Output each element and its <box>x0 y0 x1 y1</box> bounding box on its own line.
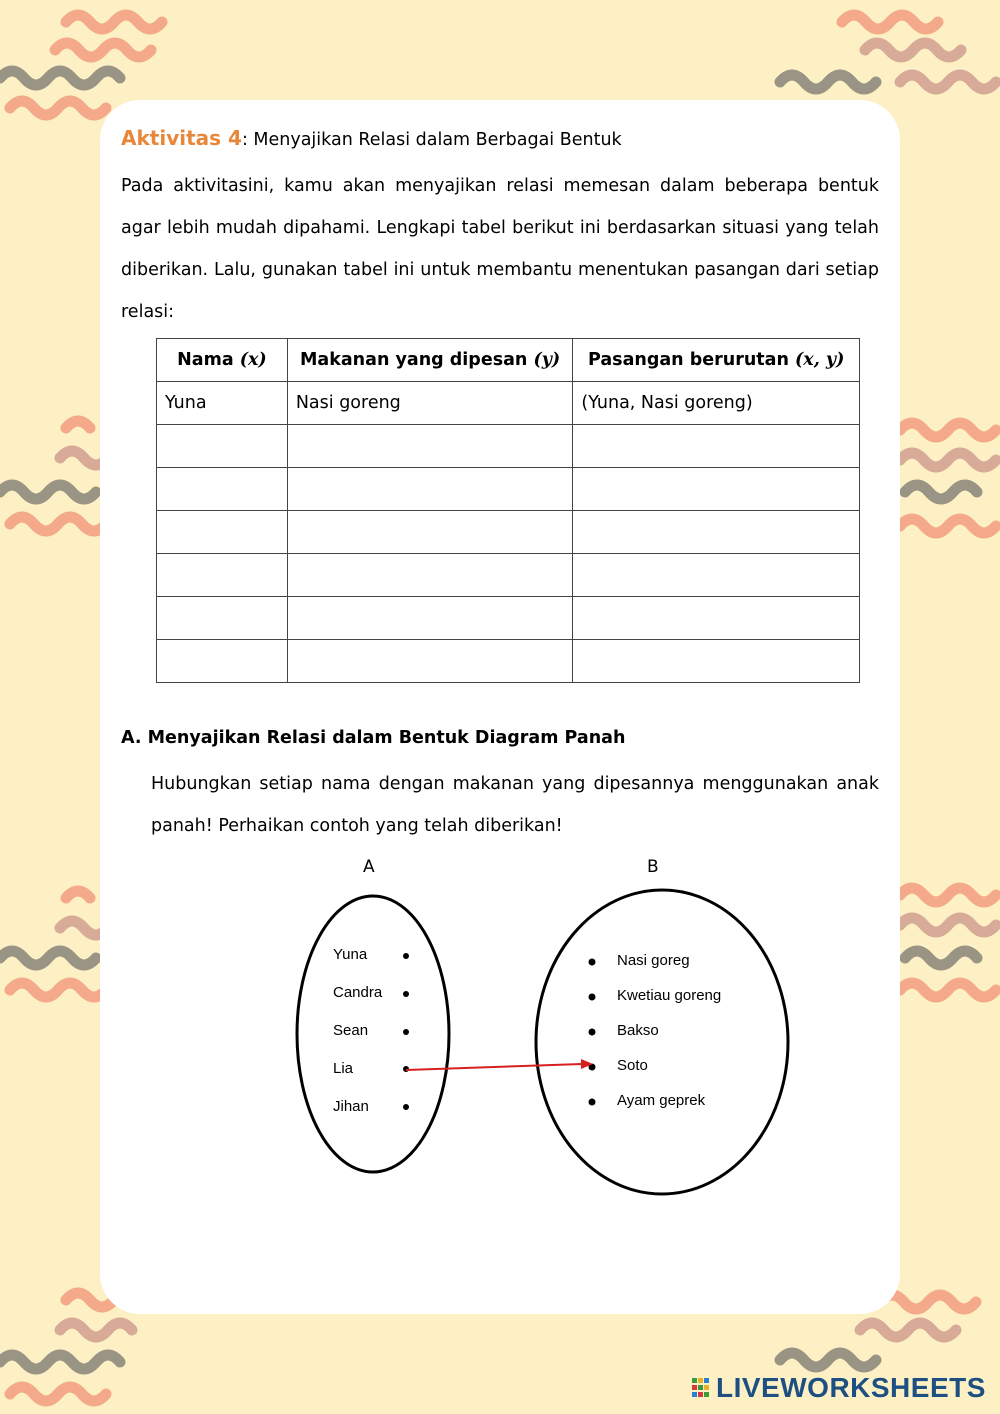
header-food: Makanan yang dipesan (y) <box>287 339 573 382</box>
set-a-item: Jihan <box>333 1098 369 1115</box>
set-a-item: Lia <box>333 1060 354 1077</box>
liveworksheets-logo-icon <box>692 1378 710 1398</box>
cell-pair: (Yuna, Nasi goreng) <box>573 382 860 425</box>
set-a-item: Sean <box>333 1022 369 1039</box>
set-a-ellipse <box>297 896 449 1172</box>
set-b-ellipse <box>536 890 788 1194</box>
set-b-label: B <box>647 857 659 877</box>
section-a-heading: A. Menyajikan Relasi dalam Bentuk Diagram Panah <box>121 728 626 748</box>
set-a-dot[interactable] <box>403 1104 409 1110</box>
set-a-dot[interactable] <box>403 953 409 959</box>
activity-instructions: Pada aktivitasini, kamu akan menyajikan relasi memesan dalam beberapa bentuk agar lebih mudah dipahami. Lengkapi tabel berikut ini berdasarkan situasi yang telah diberikan. Lalu, gunakan tabel ini untuk membantu menentukan pasangan dari setiap relasi: <box>121 176 879 322</box>
example-arrow-line <box>406 1064 582 1070</box>
set-a-dot[interactable] <box>403 1029 409 1035</box>
section-a-instruction: Hubungkan setiap nama dengan makanan yang dipesannya menggunakan anak panah! Perhaikan contoh yang telah diberikan! <box>151 774 879 836</box>
set-a-item: Candra <box>333 984 383 1001</box>
set-b-item: Kwetiau goreng <box>617 987 722 1004</box>
set-b-dot[interactable] <box>589 1099 596 1106</box>
set-b-dot[interactable] <box>589 1029 596 1036</box>
set-b-item: Nasi goreg <box>617 952 690 969</box>
set-a-item: Yuna <box>333 946 368 963</box>
example-arrow <box>406 1059 593 1070</box>
liveworksheets-logo[interactable]: LIVEWORKSHEETS <box>716 1372 986 1403</box>
activity-label: Aktivitas 4 <box>121 126 242 150</box>
set-a-label: A <box>363 857 375 877</box>
set-b-item: Soto <box>617 1057 648 1074</box>
set-b-item: Ayam geprek <box>617 1092 706 1109</box>
set-b-dot[interactable] <box>589 994 596 1001</box>
set-b-dot[interactable] <box>589 959 596 966</box>
cell-name: Yuna <box>157 382 288 425</box>
activity-subtitle: : Menyajikan Relasi dalam Berbagai Bentuk <box>241 130 622 150</box>
header-ordered-pair: Pasangan berurutan (x, y) <box>573 339 860 382</box>
set-b-item: Bakso <box>617 1022 659 1039</box>
header-name: Nama (x) <box>157 339 288 382</box>
set-a-dot[interactable] <box>403 991 409 997</box>
cell-food: Nasi goreng <box>287 382 573 425</box>
